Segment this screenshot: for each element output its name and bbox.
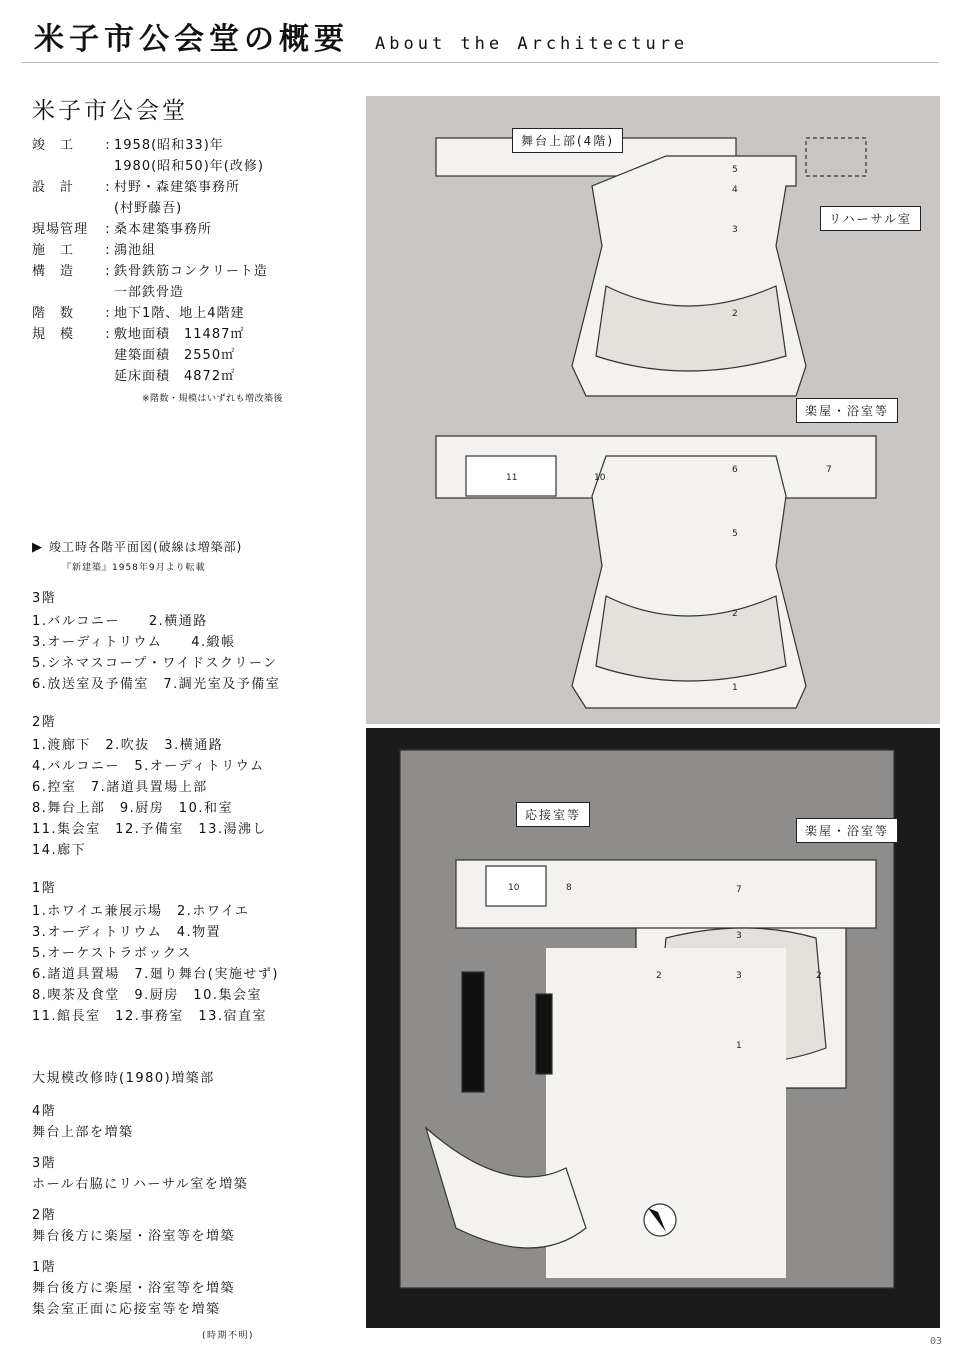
legend-item: 5.オーケストラボックス — [32, 946, 192, 961]
spec-separator: : — [105, 264, 111, 279]
legend-2f — [32, 712, 352, 861]
renovation-3f — [32, 1153, 352, 1195]
spec-value: 建築面積 2550㎡ — [114, 348, 236, 363]
spec-row — [32, 135, 362, 177]
legend-level: 2階 — [32, 715, 57, 730]
svg-text:4: 4 — [732, 185, 738, 195]
legend-1f — [32, 878, 352, 1027]
site-block-left — [462, 972, 484, 1092]
spec-value: 敷地面積 11487㎡ — [114, 327, 245, 342]
spec-row — [32, 303, 362, 324]
renovation-title: 大規模改修時(1980)増築部 — [32, 1071, 215, 1086]
svg-text:2: 2 — [816, 971, 822, 981]
spec-separator: : — [105, 327, 111, 342]
callout-dressing-2f: 楽屋・浴室等 — [796, 398, 898, 423]
legend-item: 1.渡廊下 2.吹抜 3.横通路 — [32, 738, 224, 753]
spec-list — [32, 135, 362, 387]
triangle-icon: ▶ — [32, 540, 43, 555]
renovation-item: ホール右脇にリハーサル室を増築 — [32, 1177, 249, 1192]
spec-values — [114, 177, 240, 219]
legend-level: 3階 — [32, 591, 57, 606]
figure-heading-text: 竣工時各階平面図(破線は増築部) — [49, 540, 243, 554]
svg-text:7: 7 — [826, 465, 832, 475]
spec-row — [32, 324, 362, 387]
plan-3f-rehearsal-outline — [806, 138, 866, 176]
figure-source: 『新建築』1958年9月より転載 — [62, 563, 206, 573]
page-subtitle: About the Architecture — [375, 34, 689, 54]
renovation-1f — [32, 1257, 352, 1320]
renovation-item: 舞台上部を増築 — [32, 1125, 134, 1140]
spec-row — [32, 219, 362, 240]
spec-values — [114, 135, 264, 177]
header-rule — [22, 62, 938, 63]
spec-note: ※階数・規模はいずれも増改築後 — [142, 394, 284, 404]
spec-value: (村野藤吾) — [114, 201, 183, 216]
spec-label: 竣 工 — [32, 138, 75, 153]
legend-item: 6.放送室及予備室 7.調光室及予備室 — [32, 677, 281, 692]
figure-heading — [32, 538, 242, 555]
legend-item: 8.喫茶及食堂 9.厨房 10.集会室 — [32, 988, 262, 1003]
renovation-level: 1階 — [32, 1260, 57, 1275]
renovation-item: 舞台後方に楽屋・浴室等を増築 — [32, 1281, 236, 1296]
legend-item: 11.集会室 12.予備室 13.湯沸し — [32, 822, 268, 837]
spec-value: 1958(昭和33)年 — [114, 138, 224, 153]
legend-item: 3.オーディトリウム 4.緞帳 — [32, 635, 236, 650]
spec-separator: : — [105, 138, 111, 153]
spec-value: 鉄骨鉄筋コンクリート造 — [114, 264, 268, 279]
svg-text:3: 3 — [736, 931, 742, 941]
renovation-item: 舞台後方に楽屋・浴室等を増築 — [32, 1229, 236, 1244]
page-number: 03 — [929, 1336, 942, 1347]
legend-item: 11.館長室 12.事務室 13.宿直室 — [32, 1009, 268, 1024]
svg-text:1: 1 — [732, 683, 738, 693]
legend-item: 5.シネマスコープ・ワイドスクリーン — [32, 656, 278, 671]
spec-values — [114, 303, 245, 324]
callout-stage-top: 舞台上部(4階) — [512, 128, 623, 153]
site-block-center — [536, 994, 552, 1074]
svg-text:6: 6 — [732, 465, 738, 475]
spec-values — [114, 261, 268, 303]
legend-item: 6.控室 7.諸道具置場上部 — [32, 780, 208, 795]
page-title: 米子市公会堂の概要 — [34, 22, 349, 57]
legend-item: 6.諸道具置場 7.廻り舞台(実施せず) — [32, 967, 279, 982]
spec-separator: : — [105, 243, 111, 258]
svg-text:1: 1 — [736, 1041, 742, 1051]
svg-text:3: 3 — [732, 225, 738, 235]
spec-label: 階 数 — [32, 306, 75, 321]
spec-row — [32, 261, 362, 303]
svg-text:5: 5 — [732, 529, 738, 539]
spec-value: 桑本建築事務所 — [114, 222, 213, 237]
spec-value: 延床面積 4872㎡ — [114, 369, 236, 384]
svg-text:7: 7 — [736, 885, 742, 895]
page-header — [34, 14, 934, 60]
spec-values — [114, 324, 244, 387]
renovation-level: 2階 — [32, 1208, 57, 1223]
spec-row — [32, 177, 362, 219]
spec-value: 村野・森建築事務所 — [114, 180, 241, 195]
spec-value: 地下1階、地上4階建 — [114, 306, 245, 321]
svg-text:2: 2 — [656, 971, 662, 981]
spec-label: 施 工 — [32, 243, 75, 258]
floor-plan-panel-lower — [366, 728, 940, 1328]
building-name: 米子市公会堂 — [32, 98, 188, 124]
spec-separator: : — [105, 222, 111, 237]
floor-plan-panel-upper — [366, 96, 940, 724]
renovation-section — [32, 1068, 352, 1347]
svg-text:10: 10 — [508, 883, 520, 893]
legend-3f — [32, 588, 352, 695]
legend-item: 8.舞台上部 9.厨房 10.和室 — [32, 801, 233, 816]
legend-item: 4.バルコニー 5.オーディトリウム — [32, 759, 265, 774]
renovation-level: 4階 — [32, 1104, 57, 1119]
spec-value: 一部鉄骨造 — [114, 285, 185, 300]
callout-dressing-1f: 楽屋・浴室等 — [796, 818, 898, 843]
legend-item: 14.廊下 — [32, 843, 87, 858]
spec-separator: : — [105, 180, 111, 195]
renovation-note: (時期不明) — [202, 1331, 255, 1341]
svg-text:2: 2 — [732, 309, 738, 319]
spec-value: 鴻池組 — [114, 243, 157, 258]
renovation-2f — [32, 1205, 352, 1247]
svg-text:5: 5 — [732, 165, 738, 175]
spec-label: 現場管理 — [32, 222, 89, 237]
legend-item: 1.バルコニー 2.横通路 — [32, 614, 208, 629]
callout-reception: 応接室等 — [516, 802, 590, 827]
spec-row — [32, 240, 362, 261]
renovation-level: 3階 — [32, 1156, 57, 1171]
svg-text:8: 8 — [566, 883, 572, 893]
svg-text:3: 3 — [736, 971, 742, 981]
spec-separator: : — [105, 306, 111, 321]
spec-label: 設 計 — [32, 180, 75, 195]
legend-item: 3.オーディトリウム 4.物置 — [32, 925, 222, 940]
svg-text:10: 10 — [594, 473, 606, 483]
building-info — [32, 92, 362, 404]
legend-level: 1階 — [32, 881, 57, 896]
spec-values — [114, 240, 156, 261]
callout-rehearsal: リハーサル室 — [820, 206, 921, 231]
spec-value: 1980(昭和50)年(改修) — [114, 159, 264, 174]
spec-label: 構 造 — [32, 264, 75, 279]
legend-item: 1.ホワイエ兼展示場 2.ホワイエ — [32, 904, 250, 919]
svg-text:2: 2 — [732, 609, 738, 619]
renovation-item: 集会室正面に応接室等を増築 — [32, 1302, 221, 1317]
renovation-4f — [32, 1101, 352, 1143]
spec-label: 規 模 — [32, 327, 75, 342]
spec-values — [114, 219, 212, 240]
svg-text:11: 11 — [506, 473, 518, 483]
